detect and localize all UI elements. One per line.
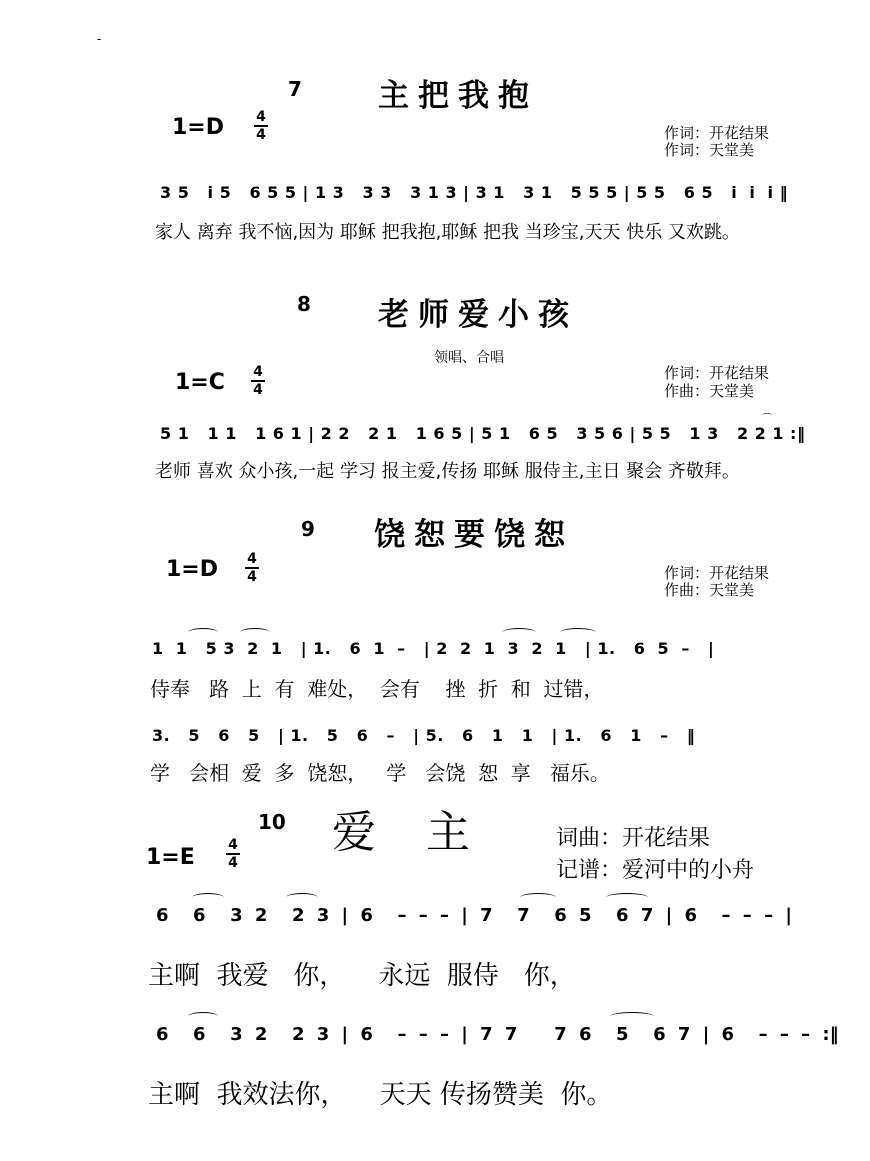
notation-line: 6 6 3 2 2 3 | 6 – – – | 7 7 6 5 6 7 | 6 – – – | <box>156 905 792 926</box>
lyrics-line: 老师 喜欢 众小孩,一起 学习 报主爱,传扬 耶稣 服侍主,主日 聚会 齐敬拜。 <box>155 461 740 482</box>
song-title: 爱 主 <box>332 807 472 858</box>
credit-lyricist: 词曲：开花结果 <box>556 826 711 851</box>
notation-line: 3 5 i 5 6 5 5 | 1 3 3 3 3 1 3 | 3 1 3 1 5 5 5 | 5 5 6 5 i i i ‖ <box>160 183 789 202</box>
top-mark: - <box>97 32 102 46</box>
notation-line: 3. 5 6 5 | 1. 5 6 – | 5. 6 1 1 | 1. 6 1 – ‖ <box>152 726 696 745</box>
notation-line: 6 6 3 2 2 3 | 6 – – – | 7 7 7 6 5 6 7 | 6 – – – :‖ <box>156 1024 839 1045</box>
tie-mark <box>610 1012 654 1021</box>
tie-mark <box>520 893 556 902</box>
tie-mark <box>606 893 648 902</box>
key-signature: 1=D <box>172 115 225 140</box>
song-title: 老师爱小孩 <box>378 297 578 333</box>
time-signature: 4 4 <box>245 552 259 584</box>
time-signature: 4 4 <box>251 365 265 397</box>
song-number: 7 <box>288 77 302 101</box>
notation-line: 5 1 1 1 1 6 1 | 2 2 2 1 1 6 5 | 5 1 6 5 3 5 6 | 5 5 1 3 2 2 1 :‖ <box>160 424 806 443</box>
song-number: 10 <box>258 810 286 834</box>
key-signature: 1=E <box>146 845 195 870</box>
lyrics-line: 侍奉 路 上 有 难处， 会有 挫 折 和 过错， <box>150 677 604 701</box>
tie-mark <box>192 893 224 902</box>
fermata-icon: ⌒ <box>762 414 772 425</box>
tie-mark <box>286 893 318 902</box>
lyrics-line: 家人 离弃 我不恼,因为 耶稣 把我抱,耶稣 把我 当珍宝,天天 快乐 又欢跳。 <box>155 222 740 243</box>
credit-composer: 作曲：天堂美 <box>664 581 755 599</box>
song-title: 饶恕要饶恕 <box>374 517 574 553</box>
credit-composer: 作曲：天堂美 <box>664 382 755 400</box>
credit-transcriber: 记谱：爱河中的小舟 <box>556 858 755 883</box>
credit-lyricist: 作词：开花结果 <box>664 124 770 142</box>
credit-composer: 作词：天堂美 <box>664 141 755 159</box>
song-subtitle: 领唱、合唱 <box>434 350 504 366</box>
credit-lyricist: 作词：开花结果 <box>664 564 770 582</box>
tie-mark <box>240 628 270 637</box>
notation-line: 1 1 5 3 2 1 | 1. 6 1 – | 2 2 1 3 2 1 | 1. 6 5 – | <box>152 639 715 658</box>
tie-mark <box>188 1012 218 1021</box>
song-number: 9 <box>301 517 315 541</box>
tie-mark <box>188 628 218 637</box>
song-title: 主把我抱 <box>378 78 538 114</box>
lyrics-line: 主啊 我效法你， 天天 传扬赞美 你。 <box>148 1080 613 1110</box>
song-number: 8 <box>297 292 311 316</box>
key-signature: 1=D <box>166 557 219 582</box>
time-signature: 4 4 <box>226 838 240 870</box>
lyrics-line: 学 会相 爱 多 饶恕， 学 会饶 恕 享 福乐。 <box>150 761 610 785</box>
tie-mark <box>502 628 536 637</box>
time-signature: 4 4 <box>254 110 268 142</box>
key-signature: 1=C <box>175 370 225 395</box>
tie-mark <box>560 628 596 637</box>
credit-lyricist: 作词：开花结果 <box>664 364 770 382</box>
lyrics-line: 主啊 我爱 你， 永远 服侍 你， <box>148 961 576 991</box>
